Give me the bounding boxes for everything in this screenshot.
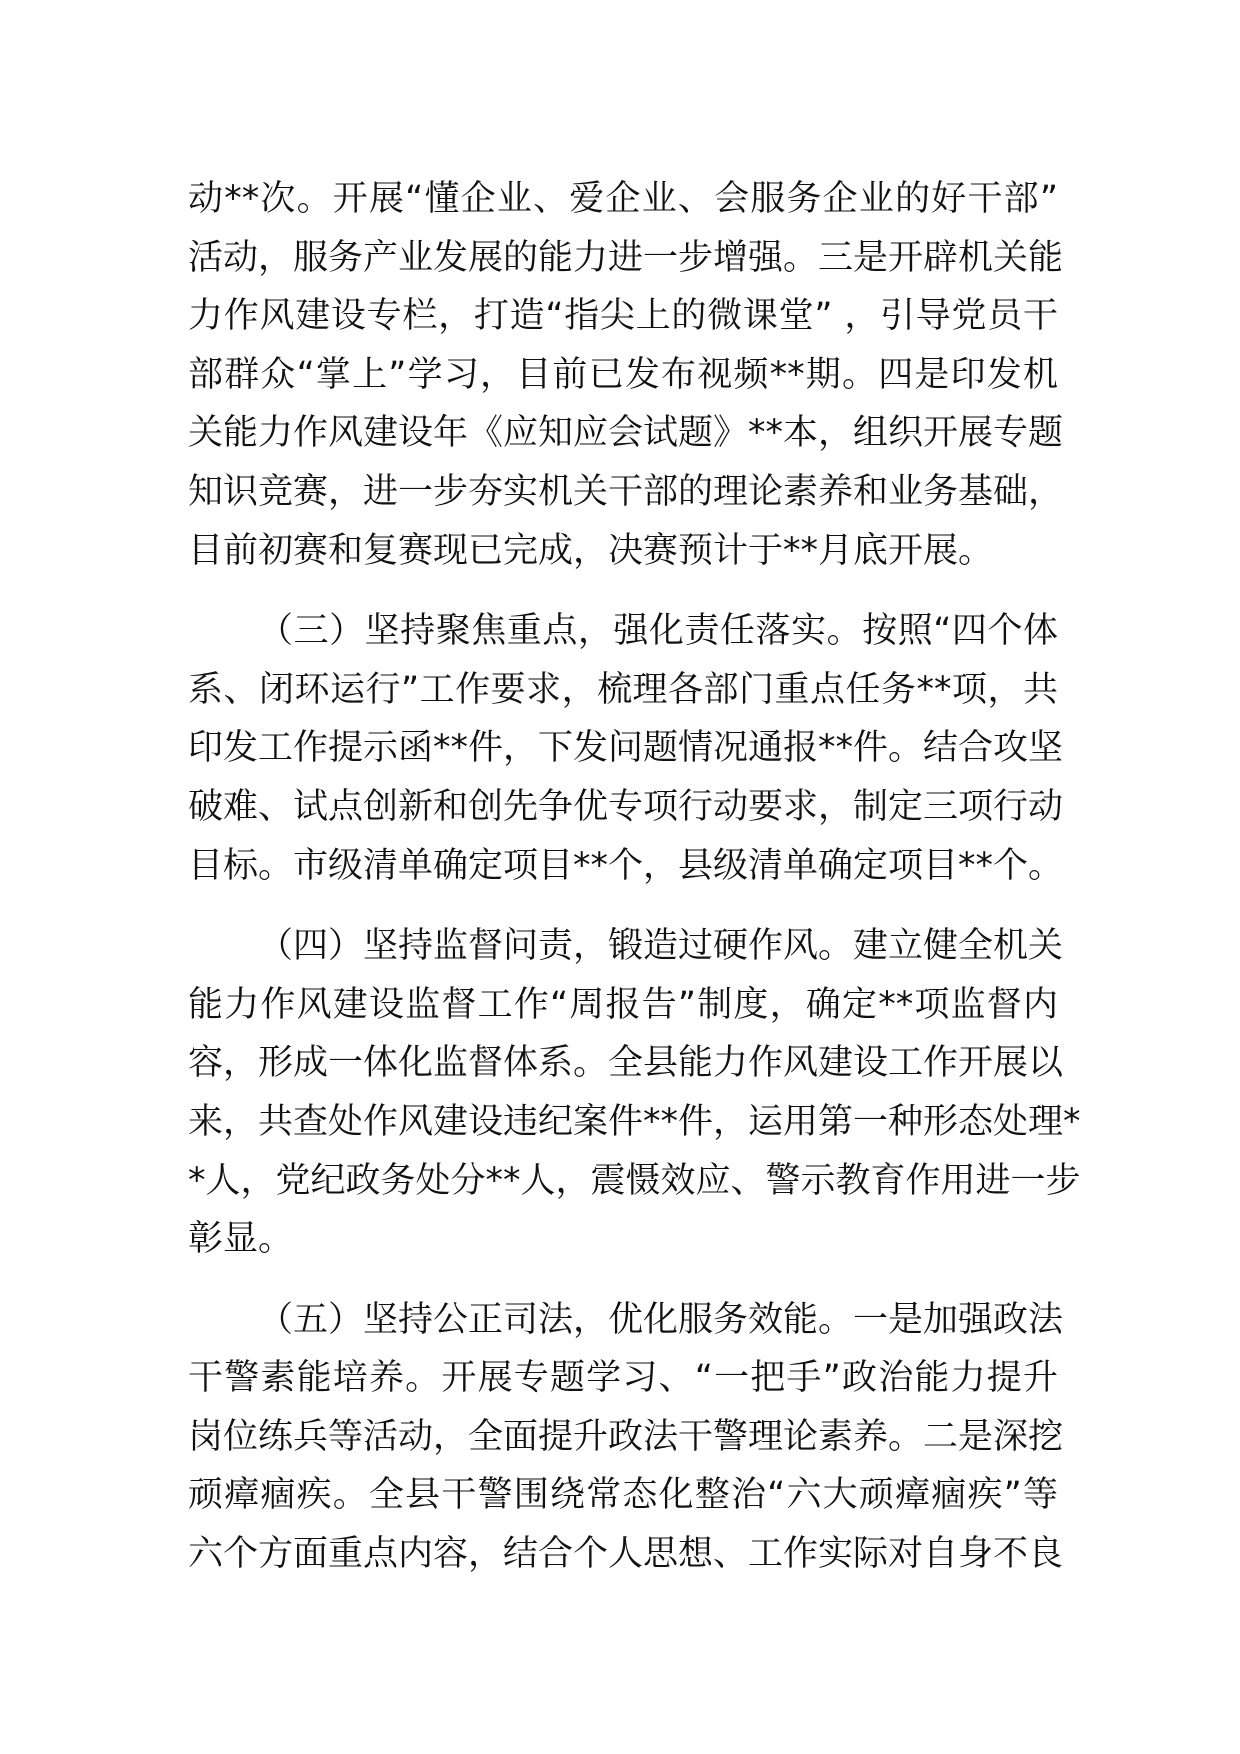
paragraph-section-five [188,1291,1064,1584]
text-line: 活动，服务产业发展的能力进一步增强。三是开辟机关能 [188,237,1064,278]
text-line: *人，党纪政务处分**人，震慑效应、警示教育作用进一步 [188,1160,1081,1201]
text-line: 能力作风建设监督工作“周报告”制度，确定**项监督内 [188,984,1058,1025]
section-heading-line: （五）坚持公正司法，优化服务效能。一是加强政法 [258,1299,1064,1340]
text-line: 彰显。 [188,1219,294,1260]
text-line: 部群众“掌上”学习，目前已发布视频**期。四是印发机 [188,354,1058,395]
text-line: 干警素能培养。开展专题学习、“一把手”政治能力提升 [188,1358,1058,1399]
paragraph-continued-activities [188,170,1064,580]
text-line: 目前初赛和复赛现已完成，决赛预计于**月底开展。 [188,530,994,571]
section-heading-line: （三）坚持聚焦重点，强化责任落实。按照“四个体 [258,611,1058,652]
paragraph-section-three [188,602,1064,895]
text-line: 目标。市级清单确定项目**个，县级清单确定项目**个。 [188,845,1064,886]
text-line: 知识竞赛，进一步夯实机关干部的理论素养和业务基础， [188,471,1064,512]
text-line: 系、闭环运行”工作要求，梳理各部门重点任务**项，共 [188,669,1058,710]
text-line: 岗位练兵等活动，全面提升政法干警理论素养。二是深挖 [188,1416,1064,1457]
text-line: 动**次。开展“懂企业、爱企业、会服务企业的好干部” [188,179,1058,219]
text-line: 六个方面重点内容，结合个人思想、工作实际对自身不良 [188,1534,1064,1575]
text-line: 关能力作风建设年《应知应会试题》**本，组织开展专题 [188,413,1064,454]
section-heading-line: （四）坚持监督问责，锻造过硬作风。建立健全机关 [258,926,1064,967]
text-line: 容，形成一体化监督体系。全县能力作风建设工作开展以 [188,1043,1064,1084]
text-line: 顽瘴痼疾。全县干警围绕常态化整治“六大顽瘴痼疾”等 [188,1475,1058,1516]
text-line: 印发工作提示函**件，下发问题情况通报**件。结合攻坚 [188,728,1064,769]
text-line: 破难、试点创新和创先争优专项行动要求，制定三项行动 [188,786,1064,827]
text-line: 力作风建设专栏，打造“指尖上的微课堂” ，引导党员干 [188,296,1058,337]
text-line: 来，共查处作风建设违纪案件**件，运用第一种形态处理* [188,1101,1081,1142]
paragraph-section-four [188,917,1081,1269]
document-body [188,170,1081,1606]
